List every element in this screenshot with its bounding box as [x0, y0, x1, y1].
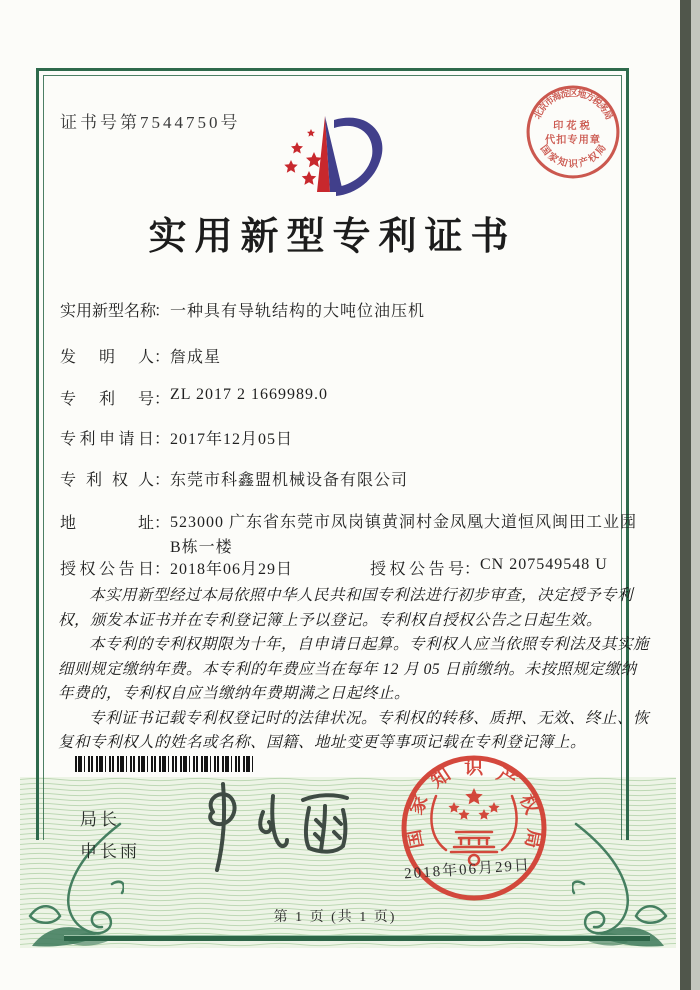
legal-paragraph-1: 本实用新型经过本局依照中华人民共和国专利法进行初步审查，决定授予专利权，颁发本证书并在专利登记簿上予以登记。专利权自授权公告之日起生效。: [58, 587, 634, 629]
cnipa-logo: [278, 110, 390, 200]
logo-stars: [284, 129, 322, 185]
field-colon: ：: [154, 561, 171, 578]
tax-seal-arc-top-text: 北京市海淀区地方税务局: [532, 88, 615, 122]
field-colon: ：: [464, 561, 481, 578]
field-value: 2018年06月29日: [170, 561, 294, 578]
tax-seal-center-line2: 代扣专用章: [544, 135, 602, 147]
field-value: 2017年12月05日: [170, 431, 294, 448]
director-title: 局长: [80, 810, 120, 829]
field-colon: ：: [154, 349, 171, 366]
field-value: 一种具有导轨结构的大吨位油压机: [170, 303, 426, 320]
scan-edge-dark: [680, 0, 691, 990]
field-grant-no: [370, 556, 608, 579]
barcode: [75, 756, 253, 772]
field-colon: ：: [154, 303, 171, 320]
field-label: 授权公告号: [370, 561, 464, 578]
field-value: CN 207549548 U: [480, 556, 608, 573]
field-row-patentee: [60, 467, 408, 490]
certificate-title: 实用新型专利证书: [148, 216, 517, 258]
field-label: 授权公告日: [60, 561, 154, 578]
legal-text: [58, 584, 650, 756]
field-row-filing-date: [60, 426, 293, 449]
field-row-patent-no: [60, 386, 328, 409]
bottom-rule: [64, 935, 650, 941]
field-label: 地址: [60, 515, 154, 532]
field-label: 专利权人: [60, 472, 154, 489]
field-value: 詹成星: [170, 349, 222, 366]
svg-text:北京市海淀区地方税务局: [531, 87, 614, 121]
field-value: 523000 广东省东莞市凤岗镇黄洞村金凤凰大道恒风闽田工业园B栋一楼: [170, 514, 638, 556]
field-colon: ：: [154, 515, 171, 532]
seal-date: 2018年06月29日: [403, 857, 532, 883]
field-colon: ：: [154, 431, 171, 448]
stamp-tax-seal: [524, 83, 622, 181]
field-row-address: [60, 510, 640, 560]
logo-p-bowl: [334, 118, 382, 196]
legal-paragraph-3: 专利证书记载专利权登记时的法律状况。专利权的转移、质押、无效、终止、恢复和专利权人的姓名或名称、国籍、地址变更等事项记载在专利登记簿上。: [58, 709, 650, 751]
director-block: [80, 804, 140, 868]
field-label: 发明人: [60, 349, 154, 366]
seal-arc-text: 国家知识产权局: [403, 757, 545, 851]
national-emblem: [431, 788, 516, 865]
field-label: 专利申请日: [60, 431, 154, 448]
field-label: 实用新型名称: [60, 303, 157, 320]
corner-ornament-right: [572, 822, 672, 948]
page-number: 第 1 页 (共 1 页): [273, 910, 397, 925]
field-label: 专利号: [60, 391, 154, 408]
director-signature: [185, 778, 365, 878]
legal-paragraph-2: 本专利的专利权期限为十年，自申请日起算。专利权人应当依照专利法及其实施细则规定缴纳年费。本专利的年费应当在每年 12 月 05 日前缴纳。未按照规定缴纳年费的，专利权自应当缴纳年费期满之日起终止。: [58, 636, 650, 702]
scan-edge-light: [691, 0, 700, 990]
tax-seal-center-line1: 印花税: [553, 120, 593, 132]
svg-text:国家知识产权局: [402, 756, 545, 851]
field-value: 东莞市科鑫盟机械设备有限公司: [170, 472, 409, 489]
certificate-number: 证书号第7544750号: [60, 113, 241, 132]
field-value: ZL 2017 2 1669989.0: [170, 386, 328, 403]
director-name: 申长雨: [80, 842, 140, 861]
tax-seal-arc-bottom-text: 国家知识产权局: [537, 142, 609, 171]
field-row-grant: [60, 556, 640, 579]
field-row-inventor: [60, 344, 221, 367]
field-row-name: [60, 298, 425, 321]
field-colon: ：: [154, 391, 171, 408]
field-colon: ：: [154, 472, 171, 489]
